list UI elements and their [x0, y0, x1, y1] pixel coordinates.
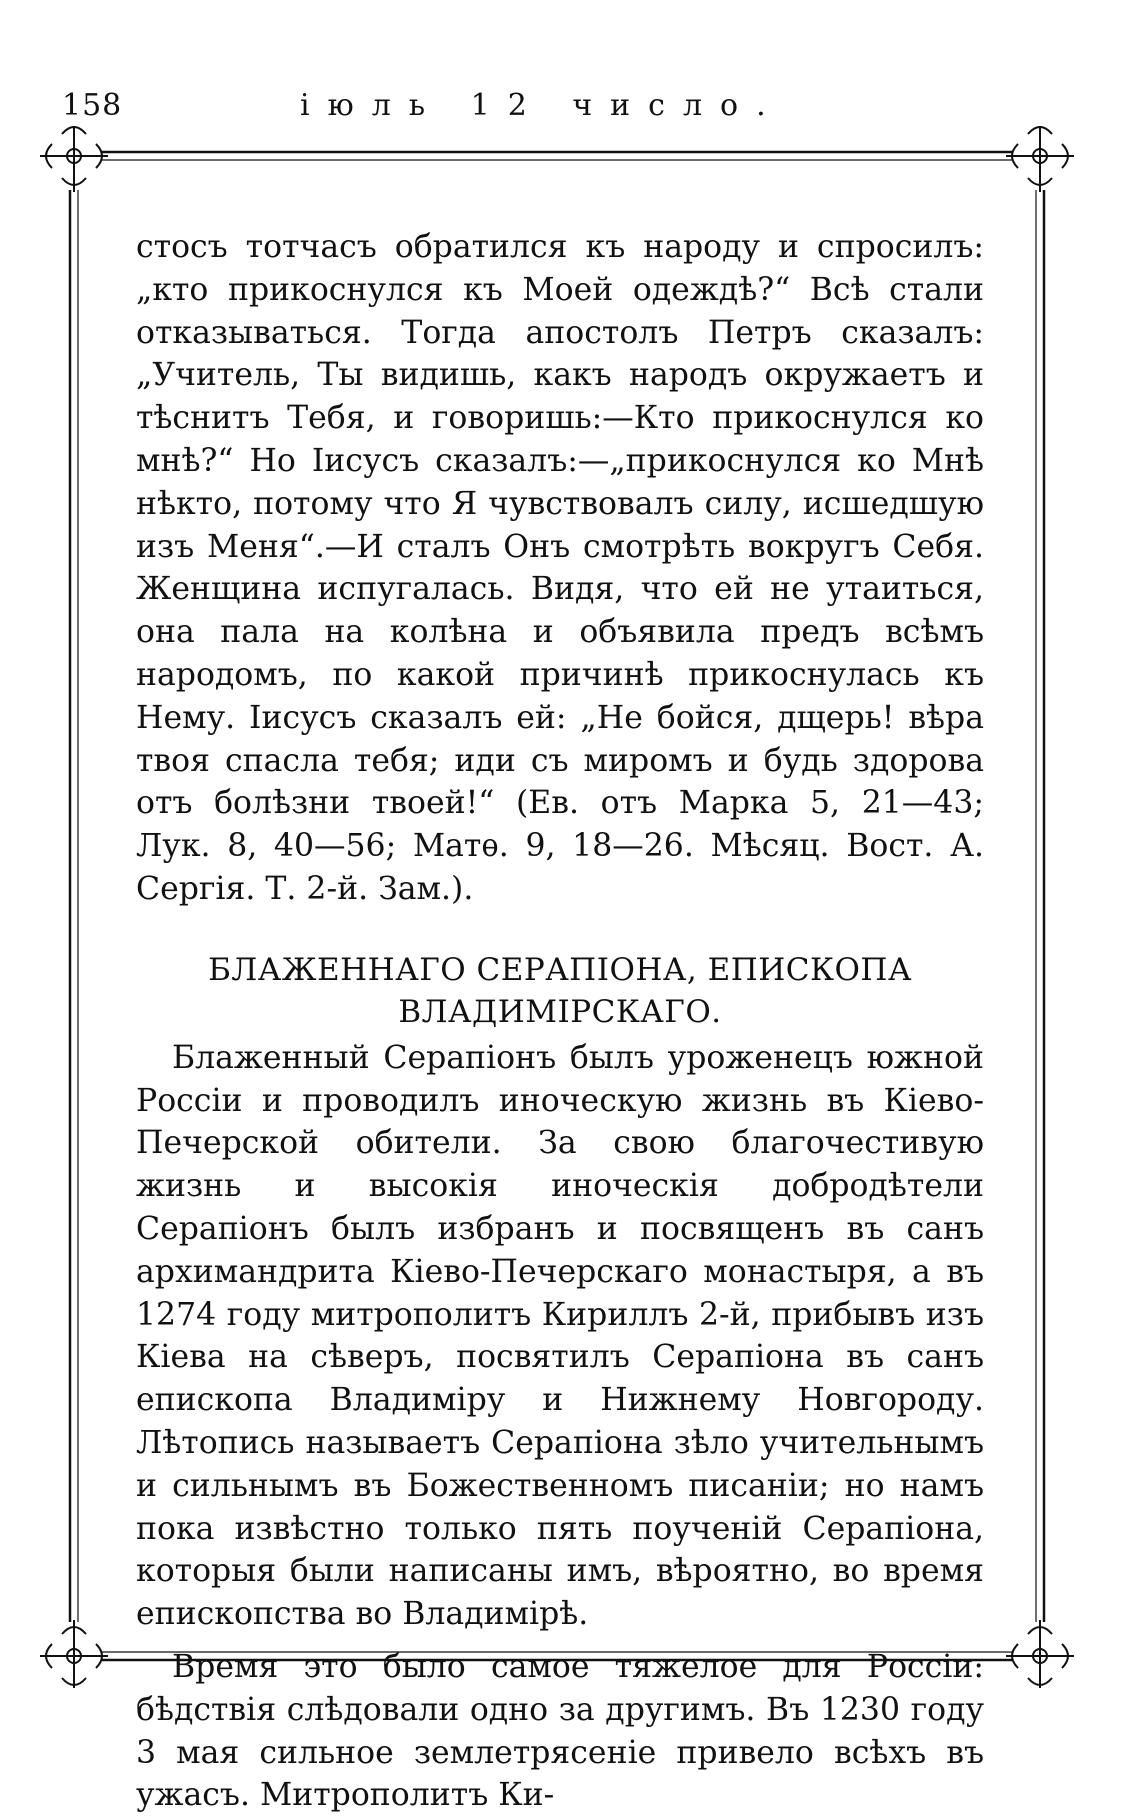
paragraph-2: Время это было самое тяжелое для Россіи: бѣдствія слѣдовали одно за другимъ. Въ 1230 году 3 мая сильное землетрясеніе привело всѣхъ въ ужасъ. Митрополитъ Ки- — [136, 1648, 984, 1814]
page-number: 158 — [62, 88, 123, 123]
paragraph-1: Блаженный Серапіонъ былъ уроженецъ южной Россіи и проводилъ иноческую жизнь въ Кіево-Печерской обители. За свою благочестивую жизнь и высокія иноческія добродѣтели Серапіонъ былъ избранъ и посвященъ въ санъ архимандрита Кіево-Печерскаго монастыря, а въ 1274 году митрополитъ Кириллъ 2-й, прибывъ изъ Кіева на сѣверъ, посвятилъ Серапіона въ санъ епископа Владиміру и Нижнему Новгороду. Лѣтопись называетъ Серапіона зѣло учительнымъ и сильнымъ въ Божественномъ писаніи; но намъ пока извѣстно только пять поученій Серапіона, которыя были написаны имъ, вѣроятно, во время епископства во Владимірѣ. — [136, 1039, 984, 1633]
running-head: іюль 12 число. — [300, 88, 784, 123]
corner-ornament-top-left — [40, 126, 108, 192]
corner-ornament-bottom-right — [1006, 1620, 1074, 1688]
section-title: БЛАЖЕННАГО СЕРАПІОНА, ЕПИСКОПА ВЛАДИМІРСКАГО. — [208, 951, 912, 1030]
corner-ornament-top-right — [1006, 126, 1074, 192]
continuation-paragraph: стосъ тотчасъ обратился къ народу и спросилъ: „кто прикоснулся къ Моей одеждѣ?“ Всѣ стали отказываться. Тогда апостолъ Петръ сказалъ: „Учитель, Ты видишь, какъ народъ окружаетъ и тѣснитъ Тебя, и говоришь:—Кто прикоснулся ко мнѣ?“ Но Іисусъ сказалъ:—„прикоснулся ко Мнѣ нѣкто, потому что Я чувствовалъ силу, исшедшую изъ Меня“.—И сталъ Онъ смотрѣть вокругъ Себя. Женщина испугалась. Видя, что ей не утаиться, она пала на колѣна и объявила предъ всѣмъ народомъ, по какой причинѣ прикоснулась къ Нему. Іисусъ сказалъ ей: „Не бойся, дщерь! вѣра твоя спасла тебя; иди съ миромъ и будь здорова отъ болѣзни твоей!“ (Ев. отъ Марка 5, 21—43; Лук. 8, 40—56; Матѳ. 9, 18—26. Мѣсяц. Вост. А. Сергія. Т. 2-й. Зам.). — [136, 229, 984, 907]
page-text — [136, 226, 984, 1817]
corner-ornament-bottom-left — [40, 1620, 108, 1688]
